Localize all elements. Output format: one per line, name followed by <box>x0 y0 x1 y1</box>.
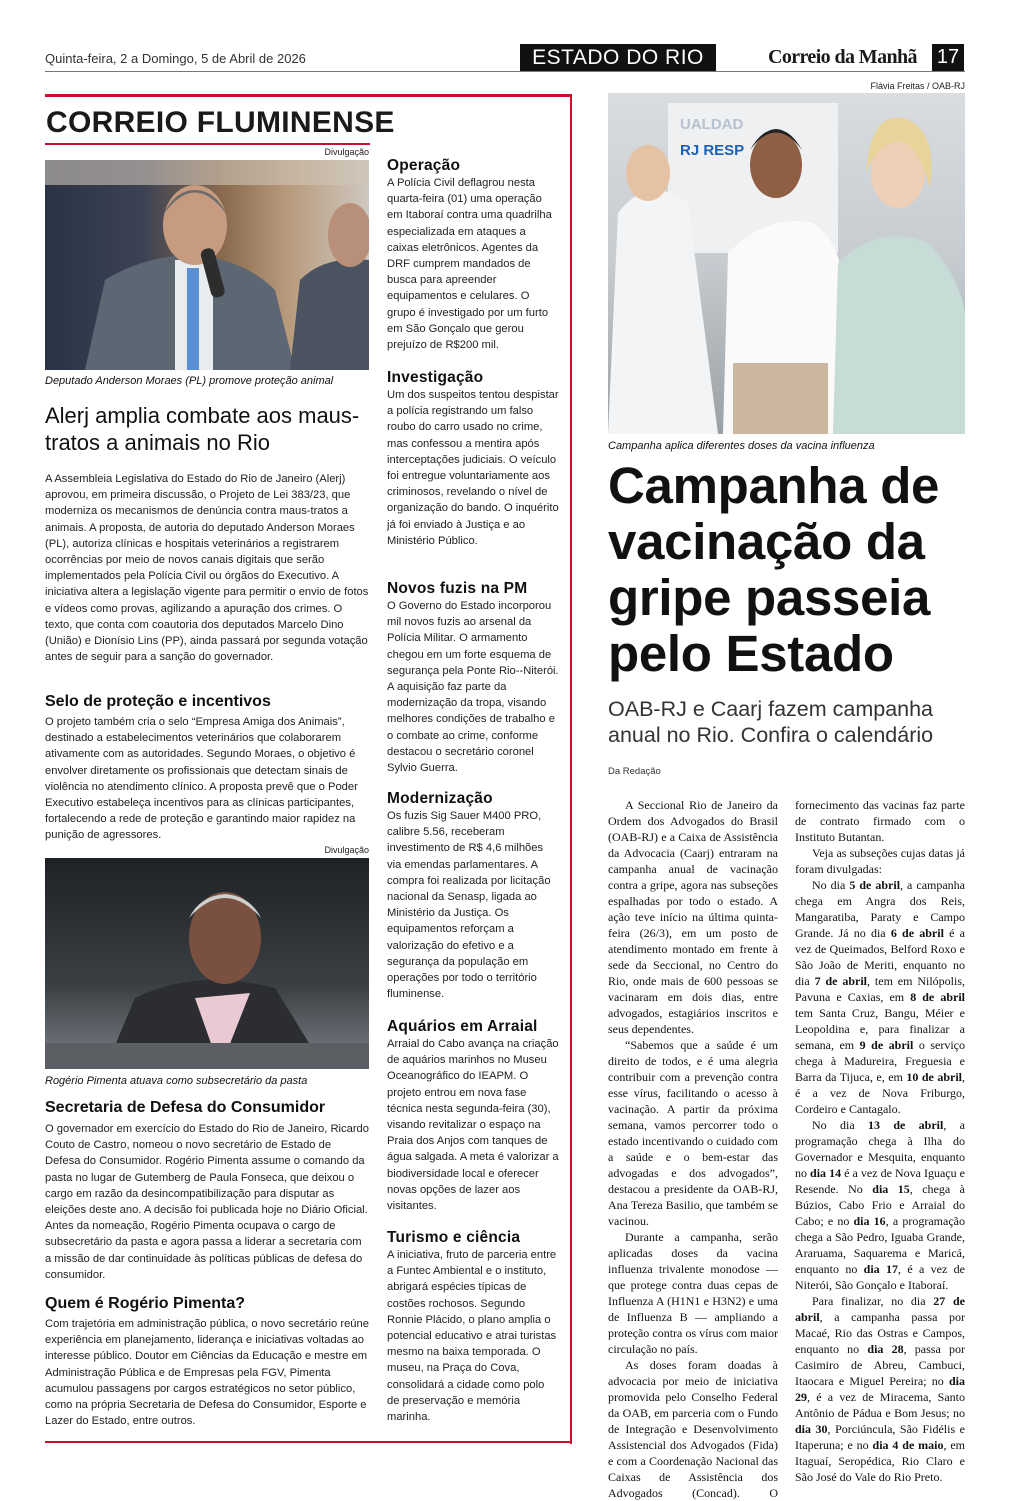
text-segment: tem Santa Cruz, Bangu, Méier e Leopoldina e, para finalizar a semana, em <box>795 1006 965 1052</box>
brief-body <box>387 175 559 353</box>
text-segment: é a vez de Queimados, Belford Roxo e São João de Meriti, enquanto no dia <box>795 926 965 988</box>
bold-date: 6 de abril <box>890 926 944 940</box>
bold-date: 27 de abril <box>795 1294 965 1324</box>
text-segment: é a vez de Nova Iguaçu e Resende. No <box>795 1166 965 1196</box>
bold-date: dia 4 de maio <box>872 1438 944 1452</box>
brief-title: Modernização <box>387 790 493 807</box>
text-segment: Veja as subseções cujas datas já foram divulgadas: <box>795 846 965 876</box>
text-segment: , a campanha passa por Macaé, Rio das Ostras e Campos, enquanto no <box>795 1310 965 1356</box>
bold-date: dia 29 <box>795 1374 965 1404</box>
byline: Da Redação <box>608 766 661 777</box>
text-segment: , é a vez de Nova Friburgo, Cordeiro e Cantagalo. <box>795 1070 965 1116</box>
news-brief <box>387 790 559 1002</box>
news-brief <box>387 157 559 353</box>
paragraph: O Governo do Estado incorporou mil novos fuzis ao arsenal da Polícia Militar. O armamento chegou em um forte esquema de segurança pela Ponte Rio--Niterói. A aquisição faz parte da modernização da tropa, visando melhores condições de trabalho e o combate ao crime, conforme destacou o secretário coronel Sylvio Guerra. <box>387 600 559 775</box>
paragraph: A Polícia Civil deflagrou nesta quarta-feira (01) uma operação em Itaboraí contra uma quadrilha especializada em ataques a caixas eletrônicos. Agentes da DRF cumprem mandados de busca para apreender equipamentos e celulares. O grupo é investigado por um furto em São Gonçalo que gerou prejuízo de R$200 mil. <box>387 177 552 352</box>
brief-body <box>387 1247 559 1425</box>
svg-text:RJ RESP: RJ RESP <box>680 142 745 159</box>
bold-date: 9 de abril <box>859 1038 914 1052</box>
bold-date: 5 de abril <box>849 878 901 892</box>
brief-title: Operação <box>387 157 461 174</box>
text-segment: , passa por Casimiro de Abreu, Cambuci, Itaocara e Miguel Pereira; no <box>795 1342 965 1388</box>
article-body <box>45 1316 369 1429</box>
paragraph: O projeto também cria o selo “Empresa Amiga dos Animais”, destinado a estabelecimentos veterinários que colaborarem ativamente com as autoridades. Segundo Moraes, o objetivo é envolver diretamente os profissionais que detectam sinais de violência no atendimento clínico. A proposta prevê que o Poder Executivo estabeleça incentivos para as clínicas participantes, fortalecendo a rede de proteção e garantindo maior rapidez na punição de agressores. <box>45 716 358 842</box>
paragraph: Arraial do Cabo avança na criação de aquários marinhos no Museu Oceanográfico do IEAPM. O projeto entrou em nova fase técnica nesta segunda-feira (30), visando revitalizar o espaço na Praia dos Anjos com tanques de água salgada. A meta é valorizar a biodiversidade local e oferecer novas opções de lazer aos visitantes. <box>387 1038 559 1213</box>
deputy-photo-illustration <box>45 160 369 370</box>
section-title: CORREIO FLUMINENSE <box>46 106 395 139</box>
article-subhead: Secretaria de Defesa do Consumidor <box>45 1099 326 1116</box>
section-title-rule <box>45 143 370 145</box>
bold-date: dia 30 <box>795 1422 828 1436</box>
paragraph: Um dos suspeitos tentou despistar a polícia registrando um falso roubo do carro usado no crime, mas confessou a mentira após interceptações judiciais. O veículo foi entregue voluntariamente aos criminosos, revelando o nível de organização do bando. O inquérito já foi enviado à Justiça e ao Ministério Público. <box>387 389 559 547</box>
main-headline: Campanha de vacinação da gripe passeia pelo Estado <box>608 457 940 682</box>
text-segment: o serviço chega à Madureira, Freguesia e Barra da Tijuca, e, em <box>795 1038 966 1084</box>
text-segment: , a campanha chega em Angra dos Reis, Mangaratiba, Paraty e Campo Grande. Já no dia <box>795 878 966 940</box>
article-headline: Alerj amplia combate aos maus-tratos a animais no Rio <box>45 403 360 455</box>
paragraph <box>608 1037 778 1229</box>
section-frame-top <box>45 94 572 97</box>
text-segment: Durante a campanha, serão aplicadas doses da vacina influenza trivalente monodose — que protege contra duas cepas de Influenza A (H1N1 e H3N2) e uma de Influenza B — ampliando a proteção contra os vírus com maior circulação no país. <box>608 1230 778 1356</box>
news-brief <box>387 1018 559 1214</box>
brief-body <box>387 598 559 776</box>
bold-date: dia 17 <box>863 1262 898 1276</box>
news-brief <box>387 580 559 776</box>
bold-date: 13 de abril <box>868 1118 944 1132</box>
article-body <box>45 471 369 665</box>
vaccination-photo-illustration <box>608 93 965 434</box>
text-segment: , Porciúncula, São Fidélis e Itaperuna; e no <box>795 1422 965 1452</box>
paragraph <box>795 877 965 1117</box>
text-segment: , em Itaguaí, Seropédica, Rio Claro e São José do Vale do Rio Preto. <box>795 1438 965 1484</box>
text-segment: , tem em Nilópolis, Pavuna e Caxias, em <box>795 974 966 1004</box>
photo-credit: Divulgação <box>324 845 369 855</box>
brief-title: Investigação <box>387 369 484 386</box>
article-body <box>45 1121 369 1283</box>
photo-caption: Rogério Pimenta atuava como subsecretário da pasta <box>45 1075 308 1087</box>
article-subhead: Quem é Rogério Pimenta? <box>45 1295 246 1312</box>
photo-caption: Campanha aplica diferentes doses da vacina influenza <box>608 440 875 452</box>
header-divider <box>45 71 965 72</box>
news-brief <box>387 1229 559 1425</box>
text-segment: As doses foram doadas à advocacia por meio de iniciativa promovida pelo Conselho Federal da OAB, em parceria com o Fundo de Integração e Desenvolvimento Assistencial dos Advogados (Fida) e com a Coordenação Nacional das Caixas de Assistência dos Advogados (Concad). O fornecimento das vacinas faz parte de contrato firmado com o Instituto Butantan. <box>608 798 965 1500</box>
text-segment: A Seccional Rio de Janeiro da Ordem dos Advogados do Brasil (OAB-RJ) e a Caixa de Assistência da Advocacia (Caarj) entraram na campanha anual de vacinação contra a gripe, agora nas subseções espalhadas por todo o estado. A ação teve início na última quinta-feira (26/3), em um posto de atendimento montado em frente à sede da Seccional, no Centro do Rio, onde mais de 600 pessoas se vacinaram em dois dias, entre advogados, estagiários inscritos e seus dependentes. <box>608 798 778 1036</box>
section-label: ESTADO DO RIO <box>520 44 716 71</box>
bold-date: dia 28 <box>867 1342 904 1356</box>
brief-body <box>387 1036 559 1214</box>
text-segment: No dia <box>812 878 850 892</box>
bold-date: 10 de abril <box>906 1070 962 1084</box>
brief-title: Turismo e ciência <box>387 1229 521 1246</box>
bold-date: dia 15 <box>872 1182 910 1196</box>
page-number: 17 <box>932 44 964 71</box>
brief-title: Aquários em Arraial <box>387 1018 538 1035</box>
secretary-photo-illustration <box>45 858 369 1069</box>
paragraph: Com trajetória em administração pública, o novo secretário reúne experiência em planejamento, liderança e iniciativas voltadas ao interesse público. Doutor em Ciências da Educação e mestre em Administração Pública e de Empresas pela FGV, Pimenta acumulou passagens por cargos estratégicos no setor público, como na própria Secretaria de Defesa do Consumidor, Esporte e Lazer do Estado, entre outros. <box>45 1318 369 1428</box>
photo-deputy <box>45 160 369 370</box>
section-frame-bottom <box>45 1441 572 1443</box>
section-frame-right <box>570 94 572 1444</box>
paragraph: O governador em exercício do Estado do Rio de Janeiro, Ricardo Couto de Castro, nomeou o novo secretário de Estado de Defesa do Consumidor. Rogério Pimenta assume o comando da pasta no lugar de Gutemberg de Paula Fonseca, que deixou o cargo em razão da desincompatibilização para disputar as eleições deste ano. A decisão foi publicada hoje no Diário Oficial. Antes da nomeação, Rogério Pimenta ocupava o cargo de subsecretário da pasta e agora passa a liderar a secretaria com a missão de dar continuidade às políticas públicas de defesa do consumidor. <box>45 1123 369 1281</box>
bold-date: 7 de abril <box>814 974 868 988</box>
paragraph: A iniciativa, fruto de parceria entre a Funtec Ambiental e o instituto, abrigará espécies típicas de costões rochosos. Segundo Ronnie Plácido, o plano amplia o potencial educativo e atrai turistas mesmo na baixa temporada. O museu, na Praça do Cova, consolidará a cidade como polo de preservação e memória marinha. <box>387 1249 557 1424</box>
text-segment: , é a vez de Niterói, São Gonçalo e Itaboraí. <box>795 1262 965 1292</box>
newspaper-logo: Correio da Manhã <box>768 46 917 68</box>
paragraph: A Assembleia Legislativa do Estado do Rio de Janeiro (Alerj) aprovou, em primeira discussão, o Projeto de Lei 383/23, que moderniza os mecanismos de denúncia contra maus-tratos a animais. A proposta, de autoria do deputado Anderson Moraes (PL), autoriza clínicas e hospitais veterinários a registrarem ocorrências por meio de novos canais digitais que serão implementados pela Polícia Civil ou órgãos do Executivo. A iniciativa altera a legislação vigente para permitir o envio de fotos e vídeos como provas, agilizando a apuração dos crimes. O texto, que conta com coautoria dos deputados Marcelo Dino (União) e Dionísio Lins (PP), ainda passará por segunda votação antes de seguir para a sanção do governador. <box>45 473 369 664</box>
text-segment: “Sabemos que a saúde é um direito de todos, e é uma alegria contribuir com a prevenção contra esse vírus, facilitando o acesso à vacinação. A partir da próxima semana, vamos percorrer todo o estado incentivando o cuidado com a saúde e o bem-estar das advogadas e dos advogados”, destacou a presidente da OAB-RJ, Ana Tereza Basilio, que também se vacinou. <box>608 1038 778 1228</box>
main-article-body <box>608 797 965 1501</box>
brief-body <box>387 387 559 549</box>
text-segment: , é a vez de Miracema, Santo Antônio de Pádua e Bom Jesus; no <box>795 1390 965 1420</box>
text-segment: No dia <box>812 1118 868 1132</box>
bold-date: dia 16 <box>853 1214 886 1228</box>
photo-caption: Deputado Anderson Moraes (PL) promove proteção animal <box>45 375 334 387</box>
article-subhead: Selo de proteção e incentivos <box>45 693 271 710</box>
photo-credit: Divulgação <box>324 147 369 157</box>
bold-date: dia 14 <box>810 1166 842 1180</box>
photo-vaccination <box>608 93 965 434</box>
text-segment: Para finalizar, no dia <box>812 1294 934 1308</box>
paragraph: Os fuzis Sig Sauer M400 PRO, calibre 5.56, receberam investimento de R$ 4,6 milhões via emendas parlamentares. A compra foi realizada por licitação nacional da Senasp, ligada ao Ministério da Justiça. Os equipamentos reforçam a valorização do efetivo e a segurança da população em operações por todo o território fluminense. <box>387 810 551 1001</box>
text-segment: , a programação chega a São Pedro, Iguaba Grande, Araruama, Saquarema e Maricá, enquanto no <box>795 1214 965 1276</box>
paragraph <box>795 845 965 877</box>
news-brief <box>387 369 559 549</box>
photo-secretary <box>45 858 369 1069</box>
text-segment: , a programação chega à Ilha do Governador e Mesquita, enquanto no <box>795 1118 966 1180</box>
brief-title: Novos fuzis na PM <box>387 580 528 597</box>
edition-date: Quinta-feira, 2 a Domingo, 5 de Abril de 2026 <box>45 51 306 66</box>
main-subheadline: OAB-RJ e Caarj fazem campanha anual no Rio. Confira o calendário <box>608 697 934 747</box>
paragraph <box>608 797 778 1037</box>
paragraph <box>795 1117 965 1293</box>
text-segment: , chega à Búzios, Cabo Frio e Arraial do Cabo; e no <box>795 1182 965 1228</box>
article-body <box>45 714 369 844</box>
photo-credit: Flávia Freitas / OAB-RJ <box>870 81 965 91</box>
paragraph <box>795 1293 965 1485</box>
paragraph <box>608 1229 778 1357</box>
brief-body <box>387 808 559 1002</box>
svg-text:UALDAD: UALDAD <box>680 116 744 133</box>
bold-date: 8 de abril <box>910 990 965 1004</box>
